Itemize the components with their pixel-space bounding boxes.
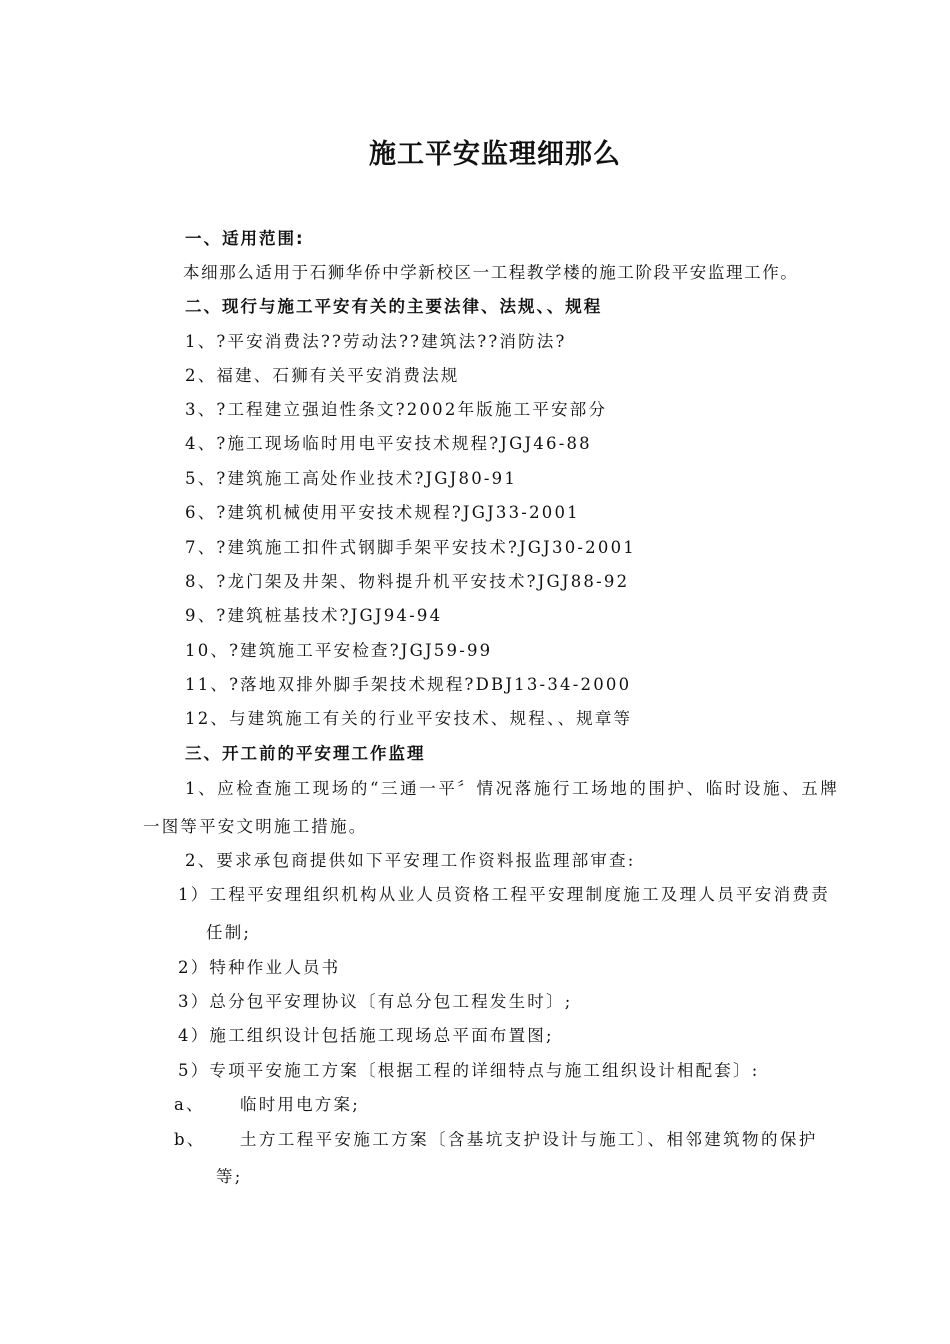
requirement-3: 3）总分包平安理协议〔有总分包工程发生时〕; (178, 992, 573, 1011)
section-3-paragraph-1-line-1: 1、应检查施工现场的“三通一平〞情况落施行工场地的围护、临时设施、五牌 (185, 779, 840, 798)
plan-b-line-1: 土方工程平安施工方案〔含基坑支护设计与施工〕、相邻建筑物的保护 (240, 1130, 818, 1149)
section-2-heading: 二、现行与施工平安有关的主要法律、法规、、规程 (185, 297, 603, 316)
requirement-2: 2）特种作业人员书 (178, 958, 341, 977)
law-item-5: 5、?建筑施工高处作业技术?JGJ80-91 (185, 469, 518, 488)
requirement-4: 4）施工组织设计包括施工现场总平面布置图; (178, 1026, 554, 1045)
law-item-7: 7、?建筑施工扣件式钢脚手架平安技术?JGJ30-2001 (185, 538, 636, 557)
plan-a-text: 临时用电方案; (240, 1095, 360, 1114)
law-item-3: 3、?工程建立强迫性条文?2002年版施工平安部分 (185, 400, 608, 419)
law-item-2: 2、福建、石狮有关平安消费法规 (185, 366, 460, 385)
plan-b-label: b、 (174, 1130, 206, 1149)
law-item-8: 8、?龙门架及井架、物料提升机平安技术?JGJ88-92 (185, 572, 630, 591)
section-1-heading: 一、适用范围: (185, 229, 305, 248)
page-title: 施工平安监理细那么 (369, 139, 621, 170)
requirement-1-line-2: 任制; (206, 923, 252, 942)
law-item-10: 10、?建筑施工平安检查?JGJ59-99 (185, 641, 493, 660)
plan-a-label: a、 (174, 1095, 205, 1114)
section-3-heading: 三、开工前的平安理工作监理 (185, 744, 426, 763)
plan-b-line-2: 等; (216, 1167, 243, 1186)
requirement-5: 5）专项平安施工方案〔根据工程的详细特点与施工组织设计相配套〕: (178, 1061, 760, 1080)
law-item-1: 1、?平安消费法??劳动法??建筑法??消防法? (185, 332, 567, 351)
section-3-paragraph-2: 2、要求承包商提供如下平安理工作资料报监理部审查: (185, 851, 636, 870)
section-1-text: 本细那么适用于石狮华侨中学新校区一工程教学楼的施工阶段平安监理工作。 (183, 263, 799, 282)
law-item-4: 4、?施工现场临时用电平安技术规程?JGJ46-88 (185, 434, 592, 453)
law-item-11: 11、?落地双排外脚手架技术规程?DBJ13-34-2000 (185, 675, 632, 694)
law-item-12: 12、与建筑施工有关的行业平安技术、规程、、规章等 (185, 709, 633, 728)
section-3-paragraph-1-line-2: 一图等平安文明施工措施。 (143, 817, 368, 836)
law-item-9: 9、?建筑桩基技术?JGJ94-94 (185, 606, 443, 625)
requirement-1-line-1: 1）工程平安理组织机构从业人员资格工程平安理制度施工及理人员平安消费责 (178, 885, 830, 904)
law-item-6: 6、?建筑机械使用平安技术规程?JGJ33-2001 (185, 503, 580, 522)
